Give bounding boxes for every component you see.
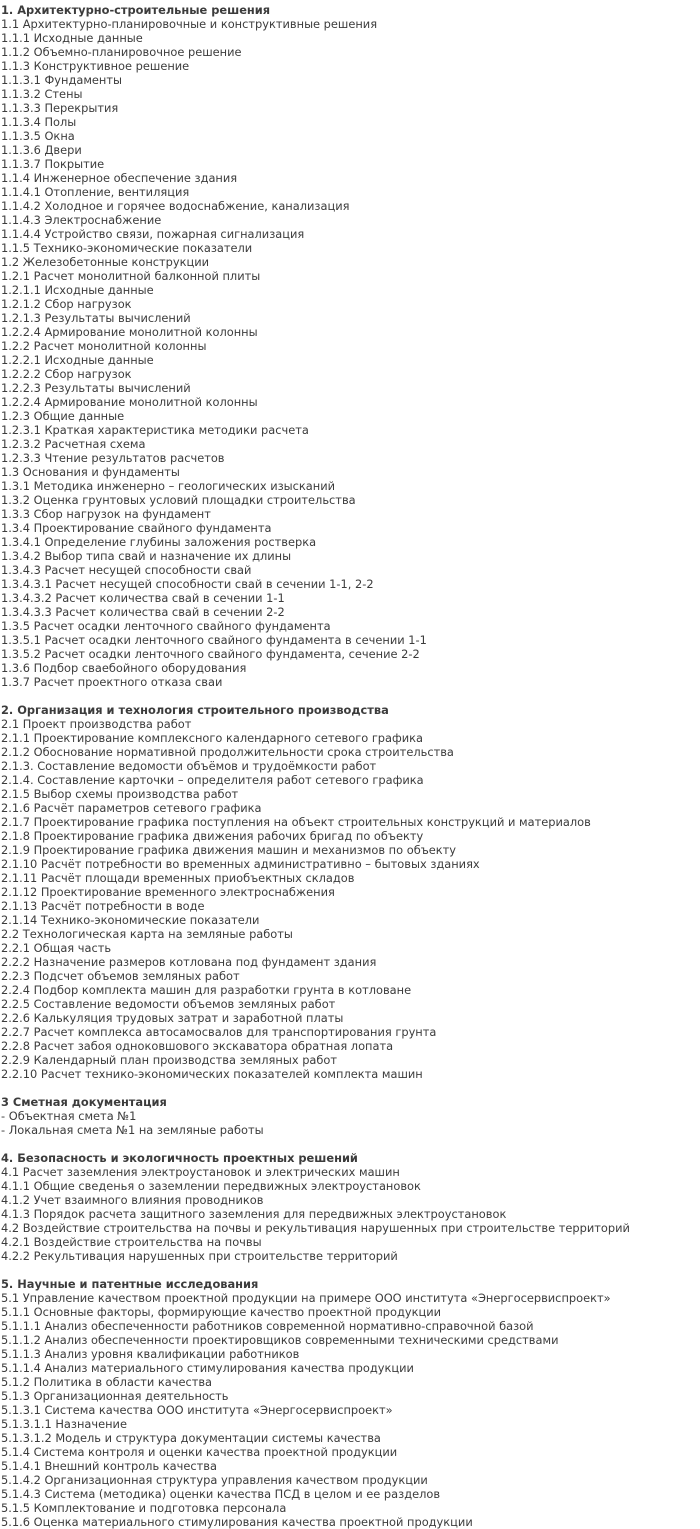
- toc-entry: 1.3.2 Оценка грунтовых условий площадки строительства: [1, 493, 356, 507]
- toc-entry: 5.1.4.1 Внешний контроль качества: [1, 1459, 217, 1473]
- toc-entry: 2.2.8 Расчет забоя одноковшового экскаватора обратная лопата: [1, 1039, 394, 1053]
- toc-entry: 5.1.4.3 Система (методика) оценки качества ПСД в целом и ее разделов: [1, 1487, 441, 1501]
- section-heading: 4. Безопасность и экологичность проектных решений: [1, 1151, 358, 1165]
- toc-entry: 1.2.3 Общие данные: [1, 409, 125, 423]
- toc-entry: 1.3.5 Расчет осадки ленточного свайного фундамента: [1, 619, 331, 633]
- section-heading: 3 Сметная документация: [1, 1095, 167, 1109]
- toc-entry: 2.1.3. Составление ведомости объёмов и трудоёмкости работ: [1, 759, 377, 773]
- toc-entry: 4.2.1 Воздействие строительства на почвы: [1, 1235, 262, 1249]
- toc-entry: 1.2.2.4 Армирование монолитной колонны: [1, 395, 258, 409]
- toc-entry: 4.1.1 Общие сведенья о заземлении передвижных электроустановок: [1, 1179, 421, 1193]
- toc-entry: 1.3.5.1 Расчет осадки ленточного свайного фундамента в сечении 1-1: [1, 633, 427, 647]
- toc-entry: 5.1.1.3 Анализ уровня квалификации работников: [1, 1347, 300, 1361]
- toc-entry: 1.3.4 Проектирование свайного фундамента: [1, 521, 272, 535]
- toc-entry: 1.1.4.1 Отопление, вентиляция: [1, 185, 190, 199]
- section-heading: 2. Организация и технология строительного производства: [1, 703, 389, 717]
- toc-entry: 5.1.4.2 Организационная структура управления качеством продукции: [1, 1473, 428, 1487]
- toc-entry: 1.2.3.3 Чтение результатов расчетов: [1, 451, 225, 465]
- toc-entry: 2.1.10 Расчёт потребности во временных административно – бытовых зданиях: [1, 857, 480, 871]
- toc-entry: 1.1.5 Технико-экономические показатели: [1, 241, 253, 255]
- toc-entry: 2.1 Проект производства работ: [1, 717, 192, 731]
- toc-entry: 2.1.11 Расчёт площади временных приобъектных складов: [1, 871, 355, 885]
- toc-entry: 1.1.4.2 Холодное и горячее водоснабжение, канализация: [1, 199, 350, 213]
- toc-entry: 1.2 Железобетонные конструкции: [1, 255, 210, 269]
- toc-entry: 5.1 Управление качеством проектной продукции на примере ООО института «Энергосервиспроект»: [1, 1291, 611, 1305]
- section-heading: 1. Архитектурно-строительные решения: [1, 3, 271, 17]
- toc-entry: 4.1 Расчет заземления электроустановок и электрических машин: [1, 1165, 400, 1179]
- toc-entry: 2.2.10 Расчет технико-экономических показателей комплекта машин: [1, 1067, 423, 1081]
- toc-section: [1, 3, 700, 689]
- toc-entry: 2.1.4. Составление карточки – определителя работ сетевого графика: [1, 773, 424, 787]
- toc-entry: 5.1.1.2 Анализ обеспеченности проектировщиков современными техническими средствами: [1, 1333, 559, 1347]
- toc-entry: 1.3.7 Расчет проектного отказа сваи: [1, 675, 223, 689]
- toc-entry: 1.1.3 Конструктивное решение: [1, 59, 190, 73]
- toc-entry: 2.1.5 Выбор схемы производства работ: [1, 787, 239, 801]
- toc-entry: 2.1.6 Расчёт параметров сетевого графика: [1, 801, 262, 815]
- toc-entry: 1.2.1.3 Результаты вычислений: [1, 311, 191, 325]
- toc-entry: 1.1.3.5 Окна: [1, 129, 75, 143]
- toc-entry: - Объектная смета №1: [1, 1109, 137, 1123]
- toc-entry: 1.1.3.6 Двери: [1, 143, 82, 157]
- toc-entry: 1.2.2.2 Сбор нагрузок: [1, 367, 132, 381]
- toc-entry: 2.1.1 Проектирование комплексного календарного сетевого графика: [1, 731, 424, 745]
- toc-entry: 1.1.4.4 Устройство связи, пожарная сигнализация: [1, 227, 305, 241]
- toc-entry: 5.1.4 Система контроля и оценки качества проектной продукции: [1, 1445, 398, 1459]
- toc-entry: 2.1.2 Обоснование нормативной продолжительности срока строительства: [1, 745, 454, 759]
- section-heading: 5. Научные и патентные исследования: [1, 1277, 259, 1291]
- toc-section: [1, 1151, 700, 1263]
- toc-entry: 1.1.1 Исходные данные: [1, 31, 143, 45]
- toc-section: [1, 1095, 700, 1137]
- toc-entry: 1.1.4 Инженерное обеспечение здания: [1, 171, 238, 185]
- toc-entry: 5.1.3.1 Система качества ООО института «Энергосервиспроект»: [1, 1403, 393, 1417]
- toc-entry: 5.1.3.1.2 Модель и структура документации системы качества: [1, 1431, 381, 1445]
- toc-entry: 1.3.4.3.1 Расчет несущей способности свай в сечении 1-1, 2-2: [1, 577, 374, 591]
- toc-entry: 1.1.3.3 Перекрытия: [1, 101, 119, 115]
- toc-entry: 2.2.5 Составление ведомости объемов земляных работ: [1, 997, 336, 1011]
- toc-entry: 1.1.3.7 Покрытие: [1, 157, 105, 171]
- toc-entry: 2.2.6 Калькуляция трудовых затрат и заработной платы: [1, 1011, 344, 1025]
- toc-entry: - Локальная смета №1 на земляные работы: [1, 1123, 264, 1137]
- toc-entry: 4.1.3 Порядок расчета защитного заземления для передвижных электроустановок: [1, 1207, 507, 1221]
- toc-entry: 1.3.6 Подбор сваебойного оборудования: [1, 661, 247, 675]
- toc-entry: 2.1.12 Проектирование временного электроснабжения: [1, 885, 335, 899]
- toc-entry: 5.1.2 Политика в области качества: [1, 1375, 213, 1389]
- toc-entry: 1.1 Архитектурно-планировочные и конструктивные решения: [1, 17, 378, 31]
- toc-entry: 5.1.3.1.1 Назначение: [1, 1417, 127, 1431]
- toc-entry: 2.1.8 Проектирование графика движения рабочих бригад по объекту: [1, 829, 424, 843]
- toc-entry: 1.3.4.3.2 Расчет количества свай в сечении 1-1: [1, 591, 285, 605]
- toc-entry: 1.2.1.2 Сбор нагрузок: [1, 297, 132, 311]
- toc-entry: 2.2.4 Подбор комплекта машин для разработки грунта в котловане: [1, 983, 412, 997]
- toc-entry: 2.1.7 Проектирование графика поступления на объект строительных конструкций и материалов: [1, 815, 591, 829]
- toc-entry: 2.1.9 Проектирование графика движения машин и механизмов по объекту: [1, 843, 457, 857]
- toc-entry: 1.3.4.3 Расчет несущей способности свай: [1, 563, 252, 577]
- toc-entry: 2.1.14 Технико-экономические показатели: [1, 913, 260, 927]
- toc-entry: 1.3.5.2 Расчет осадки ленточного свайного фундамента, сечение 2-2: [1, 647, 420, 661]
- toc-section: [1, 703, 700, 1081]
- toc-entry: 1.3.4.3.3 Расчет количества свай в сечении 2-2: [1, 605, 285, 619]
- toc-entry: 5.1.1.1 Анализ обеспеченности работников современной нормативно-справочной базой: [1, 1319, 534, 1333]
- toc-entry: 1.1.3.1 Фундаменты: [1, 73, 122, 87]
- toc-entry: 4.2.2 Рекультивация нарушенных при строительстве территорий: [1, 1249, 398, 1263]
- toc-entry: 5.1.1 Основные факторы, формирующие качество проектной продукции: [1, 1305, 442, 1319]
- toc-entry: 5.1.5 Комплектование и подготовка персонала: [1, 1501, 287, 1515]
- toc-entry: 1.2.2 Расчет монолитной колонны: [1, 339, 207, 353]
- toc-entry: 1.2.2.1 Исходные данные: [1, 353, 154, 367]
- toc-entry: 2.2.2 Назначение размеров котлована под фундамент здания: [1, 955, 377, 969]
- toc-entry: 2.2 Технологическая карта на земляные работы: [1, 927, 293, 941]
- toc-entry: 1.1.3.4 Полы: [1, 115, 77, 129]
- toc-entry: 1.2.2.3 Результаты вычислений: [1, 381, 191, 395]
- toc-entry: 5.1.6 Оценка материального стимулирования качества проектной продукции: [1, 1515, 473, 1529]
- toc-section: [1, 1277, 700, 1529]
- toc-entry: 1.2.1.1 Исходные данные: [1, 283, 154, 297]
- toc-entry: 1.2.3.1 Краткая характеристика методики расчета: [1, 423, 309, 437]
- toc-entry: 5.1.1.4 Анализ материального стимулирования качества продукции: [1, 1361, 414, 1375]
- toc-entry: 1.2.3.2 Расчетная схема: [1, 437, 146, 451]
- toc-entry: 2.2.7 Расчет комплекса автосамосвалов для транспортирования грунта: [1, 1025, 437, 1039]
- toc-entry: 1.1.2 Объемно-планировочное решение: [1, 45, 242, 59]
- toc-entry: 1.3.4.1 Определение глубины заложения ростверка: [1, 535, 317, 549]
- toc-entry: 1.3.3 Сбор нагрузок на фундамент: [1, 507, 211, 521]
- toc-entry: 1.3 Основания и фундаменты: [1, 465, 180, 479]
- toc-entry: 1.2.2.4 Армирование монолитной колонны: [1, 325, 258, 339]
- toc-entry: 1.1.3.2 Стены: [1, 87, 83, 101]
- toc-entry: 2.2.9 Календарный план производства земляных работ: [1, 1053, 338, 1067]
- toc-entry: 1.2.1 Расчет монолитной балконной плиты: [1, 269, 261, 283]
- toc-entry: 2.1.13 Расчёт потребности в воде: [1, 899, 205, 913]
- toc-entry: 1.1.4.3 Электроснабжение: [1, 213, 162, 227]
- toc-entry: 1.3.4.2 Выбор типа свай и назначение их длины: [1, 549, 292, 563]
- toc-entry: 2.2.3 Подсчет объемов земляных работ: [1, 969, 240, 983]
- toc-entry: 4.1.2 Учет взаимного влияния проводников: [1, 1193, 264, 1207]
- toc-entry: 2.2.1 Общая часть: [1, 941, 112, 955]
- toc-entry: 5.1.3 Организационная деятельность: [1, 1389, 229, 1403]
- toc-entry: 4.2 Воздействие строительства на почвы и рекультивация нарушенных при строительстве территорий: [1, 1221, 630, 1235]
- toc-entry: 1.3.1 Методика инженерно – геологических изысканий: [1, 479, 336, 493]
